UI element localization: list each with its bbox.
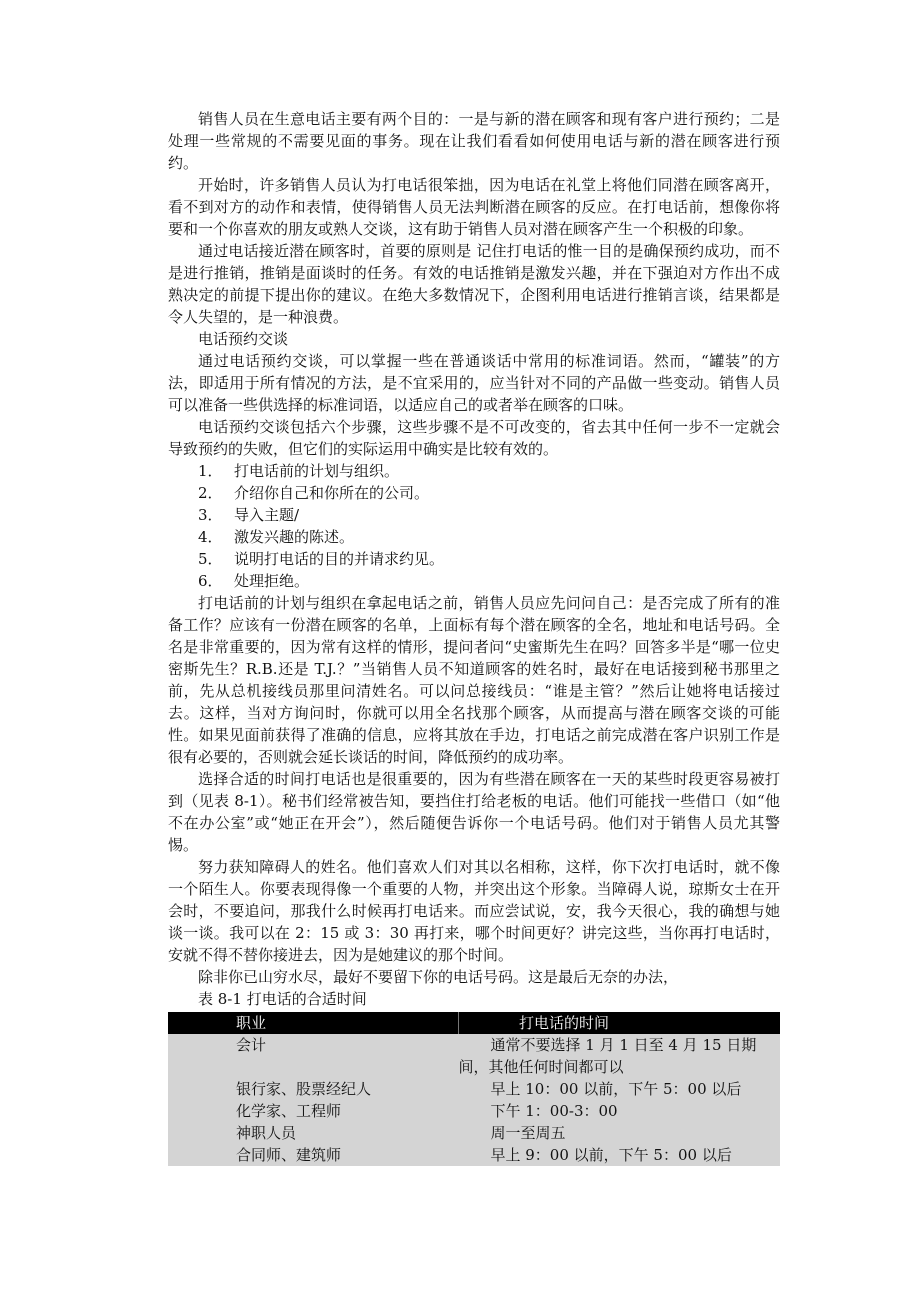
list-item-text: 导入主题/	[234, 506, 300, 524]
list-item-text: 激发兴趣的陈述。	[234, 528, 355, 546]
document-page	[168, 108, 780, 1166]
paragraph-8: 努力获知障碍人的姓名。他们喜欢人们对其以名相称，这样，你下次打电话时，就不像一个陌生人。你要表现得像一个重要的人物，并突出这个形象。当障碍人说，琼斯女士在开会时，不要追问，那我什么时候再打电话来。而应尝试说，安，我今天很心，我的确想与她谈一谈。我可以在 2：15 或 3：30 再打来，哪个时间更好？讲完这些，当你再打电话时，安就不得不替你接进去，因为是她建议的那个时间。	[168, 858, 780, 964]
cell-call-time	[459, 1100, 781, 1122]
list-item	[168, 504, 780, 526]
steps-list	[168, 460, 780, 592]
header-occupation: 职业	[168, 1012, 459, 1034]
list-item	[168, 482, 780, 504]
cell-call-time	[459, 1078, 781, 1100]
cell-call-time-text: 早上 9：00 以前，下午 5：00 以后	[490, 1146, 732, 1164]
cell-occupation: 化学家、工程师	[168, 1100, 459, 1122]
table-row	[168, 1100, 780, 1122]
list-item	[168, 548, 780, 570]
cell-call-time	[459, 1144, 781, 1166]
paragraph-2: 开始时，许多销售人员认为打电话很笨拙，因为电话在礼堂上将他们同潜在顾客离开，看不到对方的动作和表情，使得销售人员无法判断潜在顾客的反应。在打电话前，想像你将要和一个你喜欢的朋友或熟人交谈，这有助于销售人员对潜在顾客产生一个积极的印象。	[168, 176, 780, 238]
cell-occupation: 银行家、股票经纪人	[168, 1078, 459, 1100]
table-caption: 表 8-1 打电话的合适时间	[198, 990, 367, 1008]
paragraph-5: 电话预约交谈包括六个步骤，这些步骤不是不可改变的，省去其中任何一步不一定就会导致预约的失败，但它们的实际运用中确实是比较有效的。	[168, 418, 780, 458]
list-item-number: 3．	[198, 506, 223, 524]
cell-occupation: 神职人员	[168, 1122, 459, 1144]
table-row	[168, 1078, 780, 1100]
list-item-number: 2．	[198, 484, 223, 502]
list-item	[168, 526, 780, 548]
list-item-text: 处理拒绝。	[234, 572, 310, 590]
list-item-text: 打电话前的计划与组织。	[234, 462, 400, 480]
cell-occupation: 合同师、建筑师	[168, 1144, 459, 1166]
list-item	[168, 460, 780, 482]
cell-occupation: 会计	[168, 1034, 459, 1078]
section-heading: 电话预约交谈	[198, 330, 289, 348]
cell-call-time	[459, 1034, 781, 1078]
header-call-time: 打电话的时间	[459, 1012, 781, 1034]
paragraph-7: 选择合适的时间打电话也是很重要的，因为有些潜在顾客在一天的某些时段更容易被打到（见表 8-1）。秘书们经常被告知，要挡住打给老板的电话。他们可能找一些借口（如“他不在办公室”或“她正在开会”），然后随便告诉你一个电话号码。他们对于销售人员尤其警惕。	[168, 770, 780, 854]
paragraph-1: 销售人员在生意电话主要有两个目的：一是与新的潜在顾客和现有客户进行预约；二是处理一些常规的不需要见面的事务。现在让我们看看如何使用电话与新的潜在顾客进行预约。	[168, 110, 780, 172]
paragraph-9: 除非你已山穷水尽，最好不要留下你的电话号码。这是最后无奈的办法，	[198, 968, 679, 986]
cell-call-time-text: 早上 10：00 以前，下午 5：00 以后	[490, 1080, 742, 1098]
table-row	[168, 1034, 780, 1078]
cell-call-time	[459, 1122, 781, 1144]
list-item-text: 说明打电话的目的并请求约见。	[234, 550, 445, 568]
list-item-number: 5．	[198, 550, 223, 568]
table-row	[168, 1144, 780, 1166]
paragraph-3: 通过电话接近潜在顾客时，首要的原则是 记住打电话的惟一目的是确保预约成功，而不是进行推销，推销是面谈时的任务。有效的电话推销是激发兴趣，并在下强迫对方作出不成熟决定的前提下提出你的建议。在绝大多数情况下，企图利用电话进行推销言谈，结果都是令人失望的，是一种浪费。	[168, 242, 780, 326]
table-row	[168, 1122, 780, 1144]
cell-call-time-text: 周一至周五	[490, 1124, 566, 1142]
list-item	[168, 570, 780, 592]
cell-call-time-text: 下午 1：00-3：00	[490, 1102, 618, 1120]
call-time-table	[168, 1012, 780, 1166]
paragraph-4: 通过电话预约交谈，可以掌握一些在普通谈话中常用的标准词语。然而，“罐装”的方法，即适用于所有情况的方法，是不宜采用的，应当针对不同的产品做一些变动。销售人员可以准备一些供选择的标准词语，以适应自己的或者举在顾客的口味。	[168, 352, 780, 414]
cell-call-time-text: 通常不要选择 1 月 1 日至 4 月 15 日期间，其他任何时间都可以	[458, 1036, 757, 1076]
list-item-number: 1．	[198, 462, 223, 480]
list-item-number: 4．	[198, 528, 223, 546]
table-header-row	[168, 1012, 780, 1034]
list-item-number: 6．	[198, 572, 223, 590]
paragraph-6: 打电话前的计划与组织在拿起电话之前，销售人员应先问问自己：是否完成了所有的准备工作？应该有一份潜在顾客的名单，上面标有每个潜在顾客的全名，地址和电话号码。全名是非常重要的，因为常有这样的情形，提问者问“史蜜斯先生在吗？回答多半是“哪一位史密斯先生？R.B.还是 T.J.？”当销售人员不知道顾客的姓名时，最好在电话接到秘书那里之前，先从总机接线员那里问清姓名。可以问总接线员：“谁是主管？”然后让她将电话接过去。这样，当对方询问时，你就可以用全名找那个顾客，从而提高与潜在顾客交谈的可能性。如果见面前获得了准确的信息，应将其放在手边，打电话之前完成潜在客户识别工作是很有必要的，否则就会延长谈话的时间，降低预约的成功率。	[168, 594, 780, 766]
list-item-text: 介绍你自己和你所在的公司。	[234, 484, 430, 502]
